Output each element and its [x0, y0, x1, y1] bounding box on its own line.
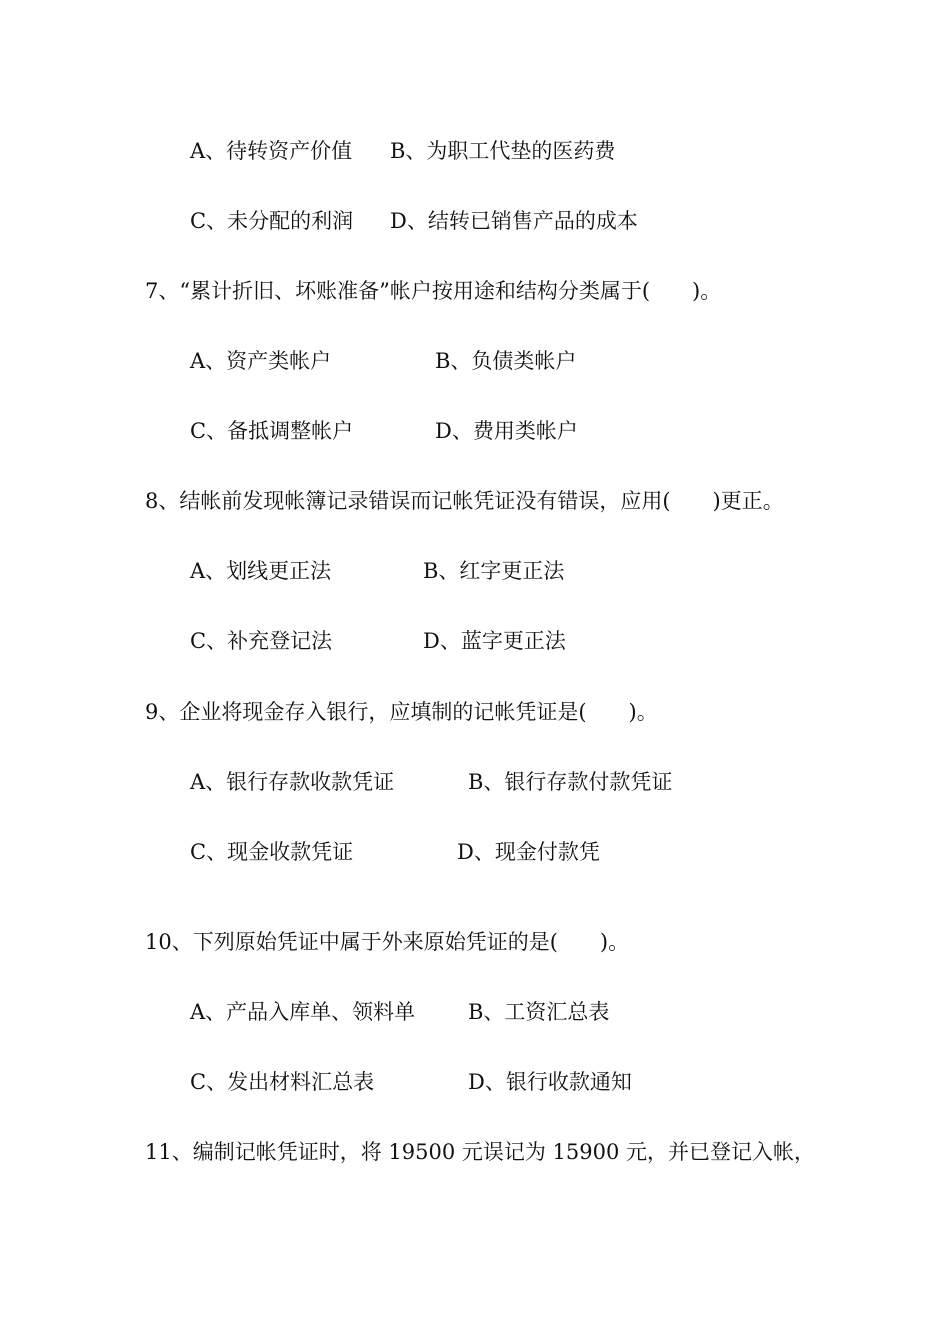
q7-option-c: C、备抵调整帐户	[190, 419, 354, 443]
question-9: 9、企业将现金存入银行，应填制的记帐凭证是( )。	[145, 700, 658, 724]
q9-option-a: A、银行存款收款凭证	[190, 770, 395, 794]
q9-option-c: C、现金收款凭证	[190, 840, 354, 864]
question-8: 8、结帐前发现帐簿记录错误而记帐凭证没有错误，应用( )更正。	[145, 489, 784, 513]
q10-option-d: D、银行收款通知	[468, 1070, 632, 1094]
q6-option-b: B、为职工代垫的医药费	[390, 139, 616, 163]
question-7: 7、“累计折旧、坏账准备”帐户按用途和结构分类属于( )。	[145, 279, 722, 303]
question-11: 11、编制记帐凭证时，将 19500 元误记为 15900 元，并已登记入帐，	[145, 1140, 816, 1164]
q7-option-b: B、负债类帐户	[435, 349, 577, 373]
q8-option-a: A、划线更正法	[190, 559, 332, 583]
q8-option-b: B、红字更正法	[423, 559, 565, 583]
q6-option-a: A、待转资产价值	[190, 139, 353, 163]
q8-option-d: D、蓝字更正法	[423, 629, 566, 653]
q10-option-c: C、发出材料汇总表	[190, 1070, 375, 1094]
q8-option-c: C、补充登记法	[190, 629, 333, 653]
q6-option-c: C、未分配的利润	[190, 209, 354, 233]
q10-option-b: B、工资汇总表	[468, 1000, 610, 1024]
q9-option-d: D、现金付款凭	[457, 840, 600, 864]
q6-option-d: D、结转已销售产品的成本	[390, 209, 638, 233]
q7-option-d: D、费用类帐户	[435, 419, 578, 443]
q9-option-b: B、银行存款付款凭证	[468, 770, 673, 794]
q10-option-a: A、产品入库单、领料单	[190, 1000, 416, 1024]
question-10: 10、下列原始凭证中属于外来原始凭证的是( )。	[145, 930, 630, 954]
q7-option-a: A、资产类帐户	[190, 349, 332, 373]
